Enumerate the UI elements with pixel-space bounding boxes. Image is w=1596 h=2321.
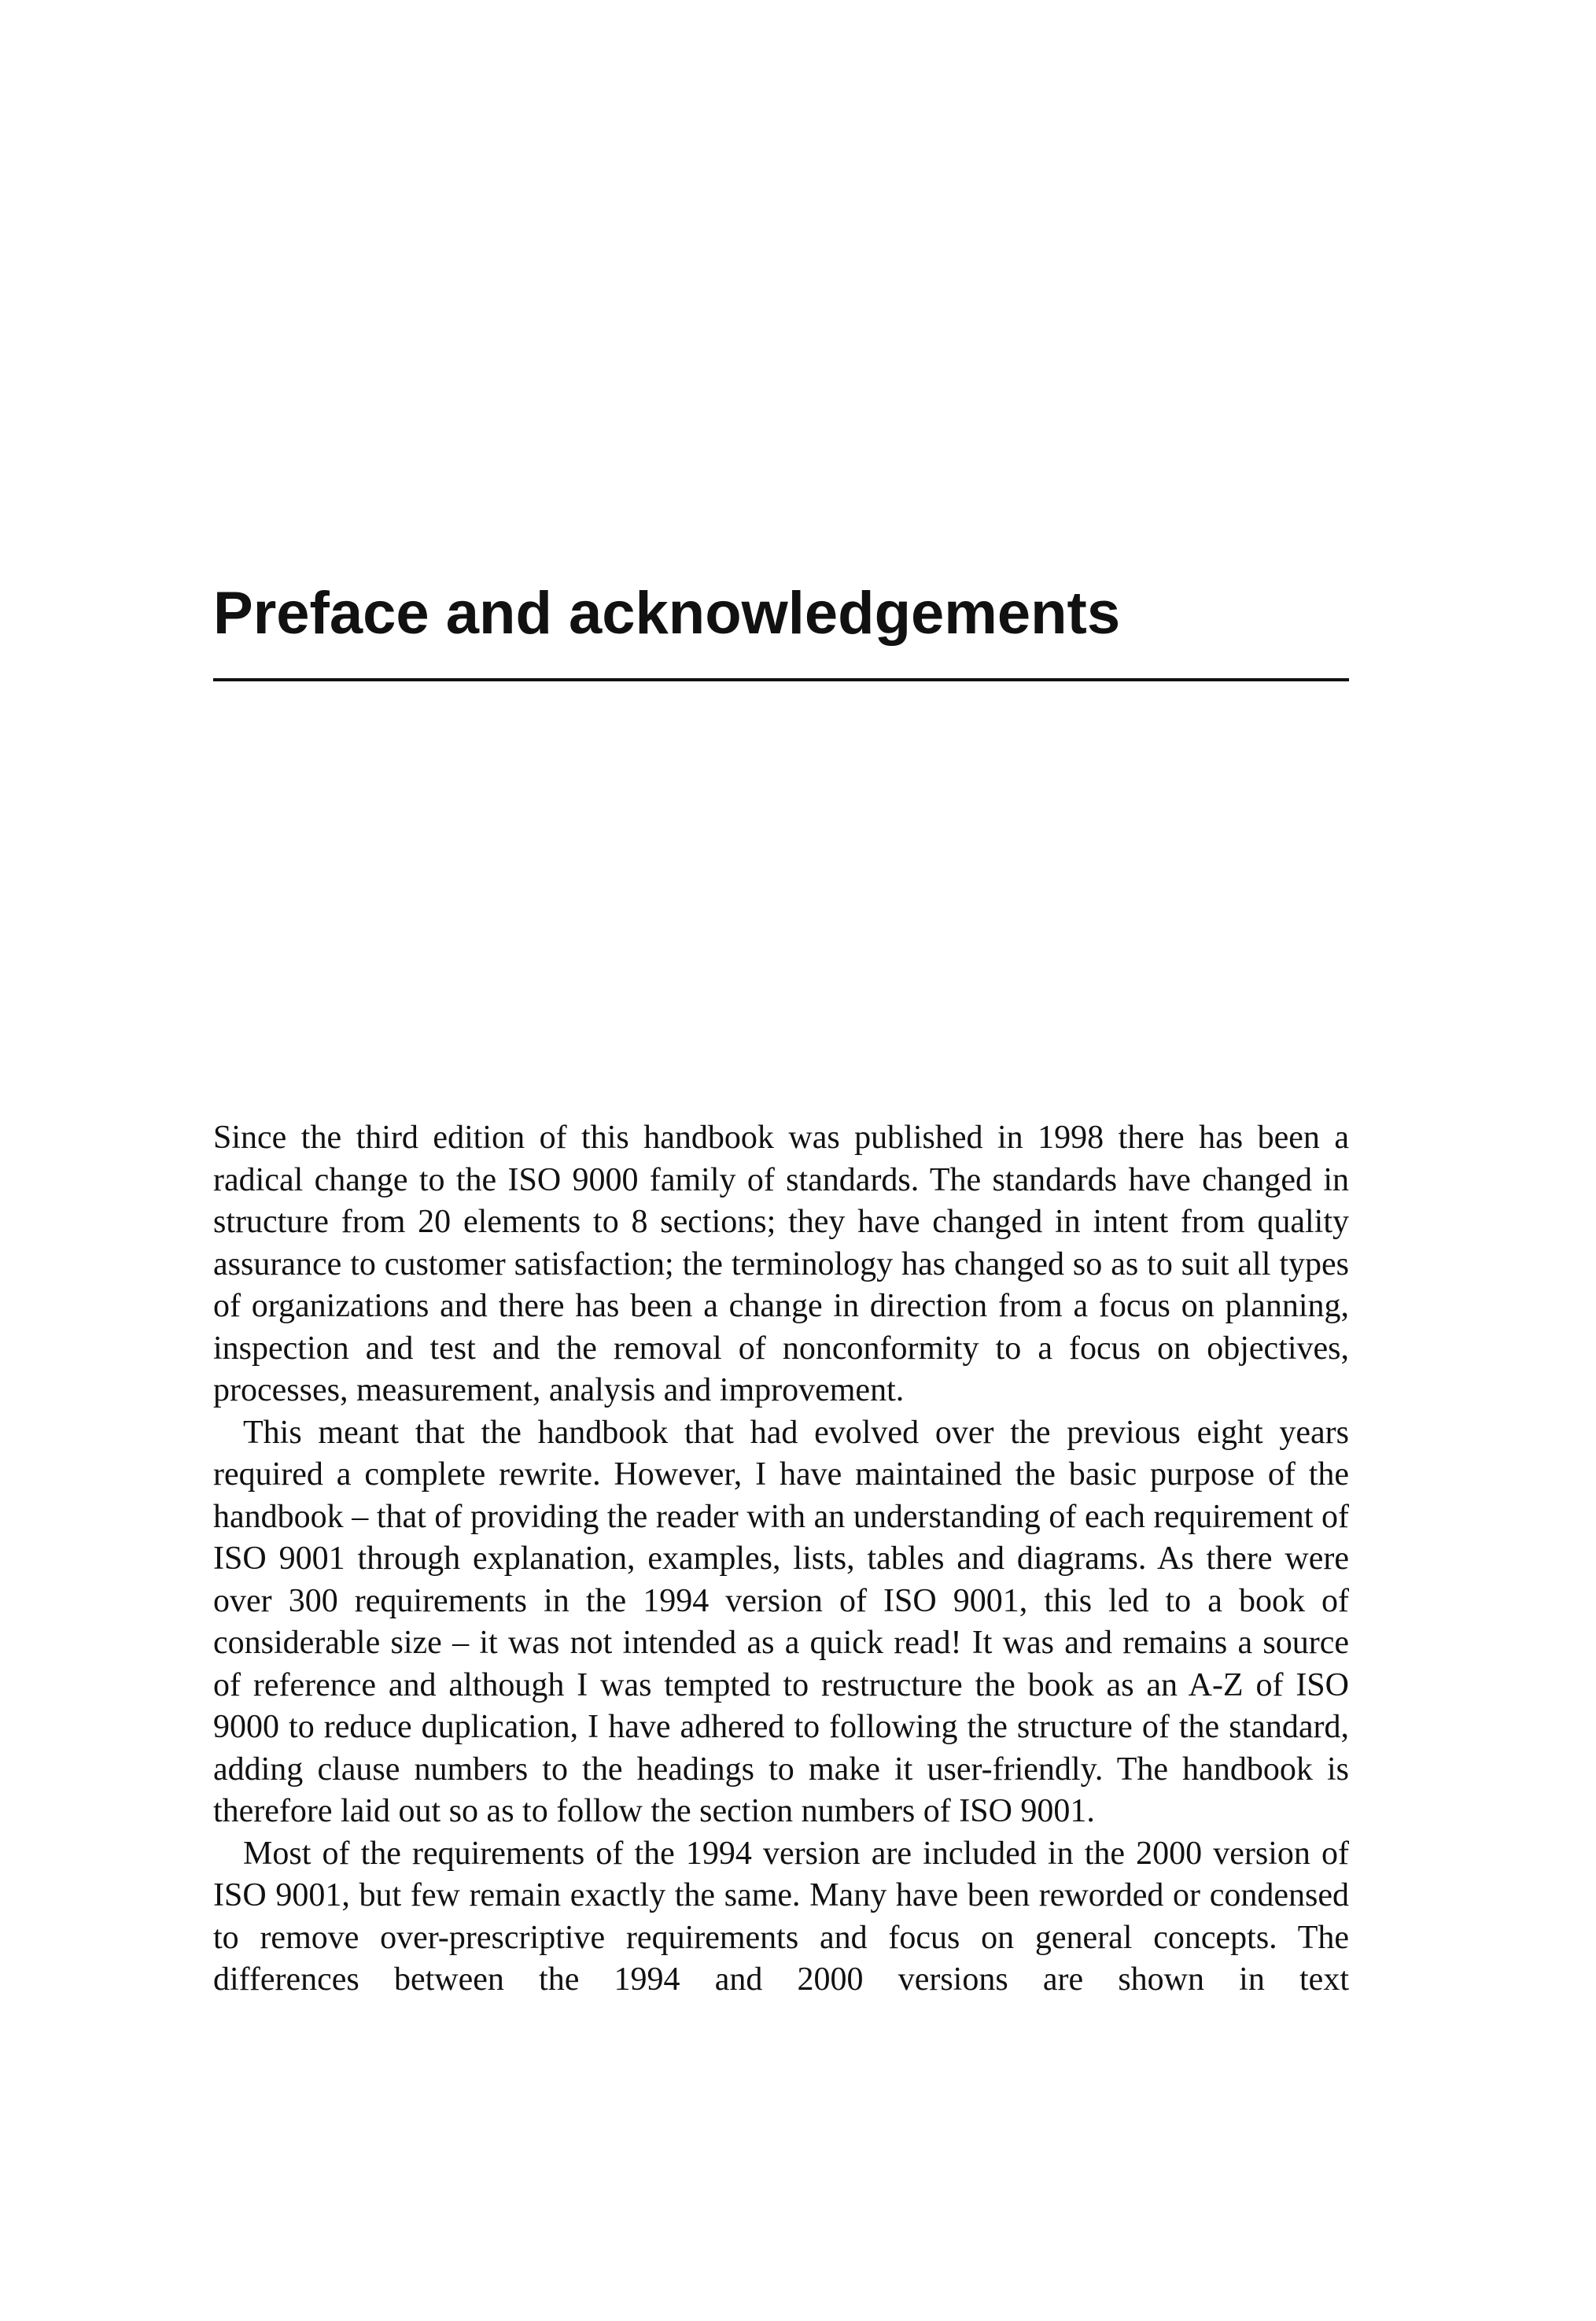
chapter-title: Preface and acknowledgements xyxy=(213,580,1121,647)
title-rule xyxy=(213,678,1349,681)
paragraph-1: Since the third edition of this handbook was published in 1998 there has been a radical change to the ISO 9000 family of standards. The standards have changed in structure from 20 elements to 8 sections; they have changed in intent from quality assurance to customer satisfaction; the terminology has changed so as to suit all types of organizations and there has been a change in direction from a focus on planning, inspection and test and the removal of nonconformity to a focus on objectives, processes, measurement, analysis and improvement. xyxy=(213,1120,1349,1408)
body-text xyxy=(213,1117,1349,2002)
paragraph-2: This meant that the handbook that had evolved over the previous eight years required a complete rewrite. However, I have maintained the basic purpose of the handbook – that of providing the reader with an understanding of each requirement of ISO 9001 through explanation, examples, lists, tables and diagrams. As there were over 300 requirements in the 1994 version of ISO 9001, this led to a book of considerable size – it was not intended as a quick read! It was and remains a source of reference and although I was tempted to restructure the book as an A-Z of ISO 9000 to reduce duplication, I have adhered to following the structure of the standard, adding clause numbers to the headings to make it user-friendly. The handbook is therefore laid out so as to follow the section numbers of ISO 9001. xyxy=(213,1414,1349,1829)
paragraph-3: Most of the requirements of the 1994 version are included in the 2000 version of ISO 9001, but few remain exactly the same. Many have been reworded or condensed to remove over-prescriptive requirements and focus on general concepts. The differences between the 1994 and 2000 versions are shown in text xyxy=(213,1835,1349,1998)
